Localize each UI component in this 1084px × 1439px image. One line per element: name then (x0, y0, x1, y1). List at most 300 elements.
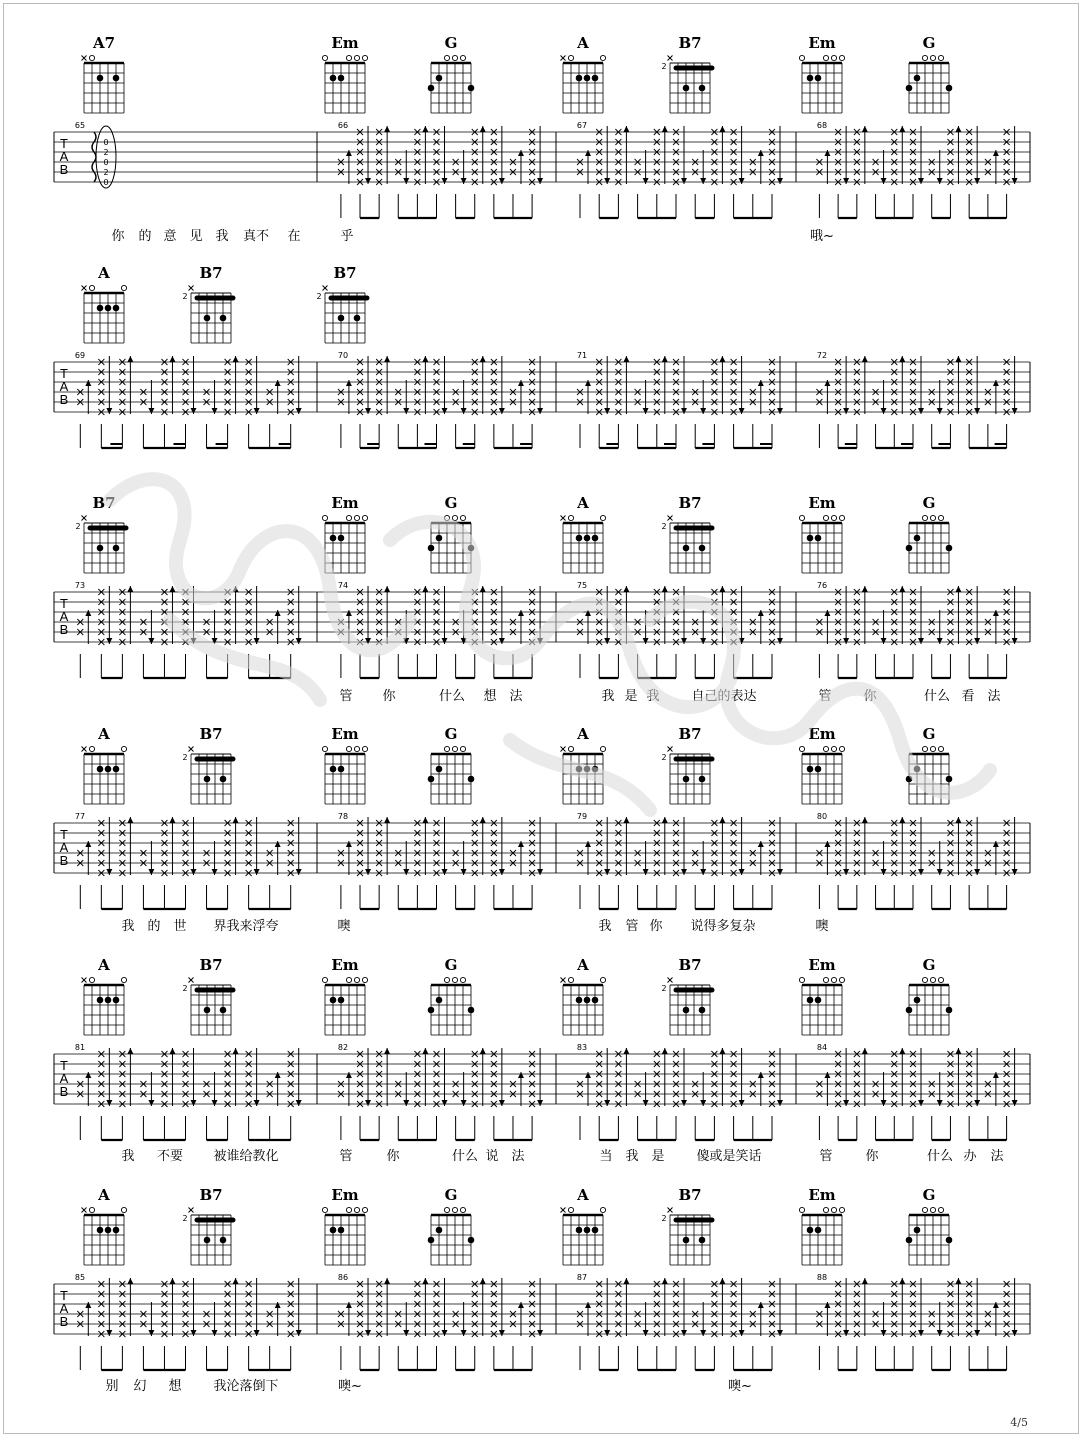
strum-arrow-head (604, 869, 610, 875)
strum-arrow-head (662, 356, 668, 362)
tab-clef-letter: A (59, 609, 69, 624)
finger-dot (584, 1227, 591, 1234)
strum-arrow-head (254, 408, 260, 414)
chord-diagram-A (561, 725, 606, 804)
strum-arrow-head (974, 178, 980, 184)
strum-arrow-head (461, 869, 467, 875)
measure-number: 78 (337, 812, 349, 821)
chord-diagram-Em (799, 725, 844, 804)
measure-number: 88 (816, 1273, 828, 1282)
finger-dot (468, 1007, 475, 1014)
open-string-mark (823, 977, 828, 982)
strum-arrow-head (862, 1048, 868, 1054)
strum-arrow-head (899, 1048, 905, 1054)
strum-arrow-head (106, 1330, 112, 1336)
strum-arrow-head (758, 1072, 764, 1078)
strum-arrow-head (918, 1330, 924, 1336)
measure-number: 72 (816, 351, 828, 360)
chord-name: Em (808, 956, 836, 974)
strum-arrow-head (365, 1330, 371, 1336)
open-string-mark (354, 746, 359, 751)
open-string-mark (322, 977, 327, 982)
strum-arrow-head (604, 1100, 610, 1106)
strum-arrow-head (384, 1048, 390, 1054)
strum-arrow-head (643, 1330, 649, 1336)
lyric: 不要 (156, 1149, 184, 1164)
strum-arrow-head (899, 817, 905, 823)
chord-diagram-G (428, 1186, 475, 1265)
strum-arrow-head (518, 610, 524, 616)
lyric: 界我来浮夸 (213, 919, 279, 934)
strum-arrow-head (662, 817, 668, 823)
chord-name: Em (808, 725, 836, 743)
open-string-mark (362, 515, 367, 520)
strum-arrow-head (148, 408, 154, 414)
finger-dot (807, 1227, 814, 1234)
strum-arrow-head (403, 408, 409, 414)
open-string-mark (444, 515, 449, 520)
strum-arrow-head (739, 178, 745, 184)
strum-arrow-head (700, 1330, 706, 1336)
strum-arrow-head (881, 178, 887, 184)
chord-diagram-A (561, 956, 606, 1035)
open-string-mark (922, 1207, 927, 1212)
strum-arrow-head (275, 1072, 281, 1078)
lyric: 管 (339, 689, 353, 704)
chord-diagram-G (906, 1186, 953, 1265)
lyric: 我 (121, 919, 135, 934)
chord-diagram-A (82, 725, 127, 804)
strum-arrow-head (499, 638, 505, 644)
chord-name: A (577, 494, 589, 512)
open-string-mark (444, 55, 449, 60)
tab-clef-letter: B (59, 1084, 69, 1099)
strum-arrow-head (955, 1278, 961, 1284)
strum-arrow-head (403, 1100, 409, 1106)
strum-arrow-head (346, 610, 352, 616)
open-string-mark (89, 285, 94, 290)
lyric: 你 (649, 919, 663, 934)
chord-name: A (98, 956, 110, 974)
finger-dot (436, 766, 443, 773)
lyric: 真不 (242, 229, 270, 244)
strum-arrow-head (422, 1278, 428, 1284)
finger-dot (354, 315, 361, 322)
finger-dot (699, 85, 706, 92)
strum-arrow-head (758, 841, 764, 847)
strum-arrow-head (700, 1100, 706, 1106)
strum-arrow-head (85, 841, 91, 847)
strum-arrow-head (974, 1100, 980, 1106)
strum-arrow-head (403, 1330, 409, 1336)
finger-dot (906, 545, 913, 552)
measure-number: 71 (576, 351, 588, 360)
lyric: 法 (509, 689, 523, 704)
chord-diagram-G (428, 494, 475, 573)
finger-dot (105, 305, 112, 312)
strum-arrow-head (365, 1100, 371, 1106)
lyric: 什么 (923, 689, 951, 704)
finger-dot (436, 1227, 443, 1234)
strum-arrow-head (662, 1048, 668, 1054)
strum-arrow-head (148, 1100, 154, 1106)
chord-diagram-A (82, 264, 127, 343)
measure-number: 68 (816, 121, 828, 130)
strum-arrow-head (899, 356, 905, 362)
finger-dot (105, 1227, 112, 1234)
finger-dot (946, 1007, 953, 1014)
open-string-mark (839, 515, 844, 520)
chord-name: G (922, 494, 936, 512)
open-string-mark (938, 977, 943, 982)
open-string-mark (121, 746, 126, 751)
strum-arrow-head (442, 178, 448, 184)
strum-arrow-head (480, 1278, 486, 1284)
strum-arrow-head (1012, 178, 1018, 184)
strum-arrow-head (191, 638, 197, 644)
lyric: 我 (121, 1149, 135, 1164)
strum-arrow-head (85, 380, 91, 386)
chord-diagram-Em (799, 1186, 844, 1265)
strum-arrow-head (623, 1048, 629, 1054)
finger-dot (906, 1237, 913, 1244)
finger-dot (468, 85, 475, 92)
open-string-mark (831, 1207, 836, 1212)
open-string-mark (922, 55, 927, 60)
chord-name: G (922, 725, 936, 743)
strum-arrow-head (346, 1302, 352, 1308)
chord-name: B7 (678, 34, 702, 52)
finger-dot (113, 997, 120, 1004)
finger-dot (330, 75, 337, 82)
tab-clef-letter: A (59, 1071, 69, 1086)
strum-arrow-head (623, 126, 629, 132)
lyric: 你 (382, 689, 396, 704)
strum-arrow-head (758, 380, 764, 386)
chord-name: Em (808, 494, 836, 512)
chord-diagram-B7 (182, 1186, 233, 1265)
lyric: 噢 (337, 919, 351, 934)
strum-arrow-head (974, 1330, 980, 1336)
finger-dot (946, 85, 953, 92)
lyric: 法 (987, 689, 1001, 704)
chord-name: B7 (199, 956, 223, 974)
strum-arrow-head (384, 126, 390, 132)
strum-arrow-head (824, 380, 830, 386)
lyric: 你 (111, 229, 125, 244)
strum-arrow-head (843, 1100, 849, 1106)
strum-arrow-head (777, 1330, 783, 1336)
strum-arrow-head (604, 1330, 610, 1336)
finger-dot (428, 776, 435, 783)
finger-dot (204, 1007, 211, 1014)
lyric: 说得多复杂 (690, 919, 756, 934)
strum-arrow-head (700, 638, 706, 644)
chord-name: G (444, 494, 458, 512)
strum-arrow-head (843, 1330, 849, 1336)
chord-diagram-B7 (182, 956, 233, 1035)
strum-arrow-head (777, 638, 783, 644)
strum-arrow-head (662, 126, 668, 132)
strum-arrow-head (148, 638, 154, 644)
lyric: 当 (599, 1149, 613, 1164)
strum-arrow-head (537, 869, 543, 875)
measure-number: 87 (576, 1273, 588, 1282)
lyric: 见 (189, 229, 203, 244)
chord-name: B7 (199, 725, 223, 743)
finger-dot (592, 75, 599, 82)
open-string-mark (322, 1207, 327, 1212)
finger-dot (428, 1237, 435, 1244)
chord-diagram-A (561, 34, 606, 113)
chord-diagram-G (428, 725, 475, 804)
strum-arrow-head (346, 1072, 352, 1078)
chord-name: A (577, 34, 589, 52)
lyric: 哦~ (810, 229, 834, 244)
lyric: 我 (598, 919, 612, 934)
measure-number: 79 (576, 812, 588, 821)
measure-number: 73 (74, 581, 86, 590)
finger-dot (97, 997, 104, 1004)
chord-diagram-Em (799, 956, 844, 1035)
strum-arrow-head (233, 817, 239, 823)
strum-arrow-head (127, 356, 133, 362)
chord-diagram-A (561, 494, 606, 573)
chord-diagram-G (906, 34, 953, 113)
open-string-mark (452, 977, 457, 982)
strum-arrow-head (777, 408, 783, 414)
tab-clef-letter: B (59, 853, 69, 868)
finger-dot (220, 1007, 227, 1014)
finger-dot (428, 85, 435, 92)
finger-dot (815, 535, 822, 542)
open-string-mark (930, 55, 935, 60)
chord-diagram-B7 (316, 264, 367, 343)
strum-arrow-head (254, 638, 260, 644)
lyric: 你 (386, 1149, 400, 1164)
strum-arrow-head (442, 638, 448, 644)
strum-arrow-head (993, 610, 999, 616)
strum-arrow-head (233, 586, 239, 592)
strum-arrow-head (643, 1100, 649, 1106)
strum-arrow-head (127, 817, 133, 823)
open-string-mark (831, 55, 836, 60)
strum-arrow-head (918, 869, 924, 875)
strum-arrow-head (442, 1100, 448, 1106)
lyric: 你 (863, 689, 877, 704)
finger-dot (946, 776, 953, 783)
finger-dot (807, 766, 814, 773)
finger-dot (97, 305, 104, 312)
open-string-mark (831, 746, 836, 751)
finger-dot (113, 545, 120, 552)
tab-system (54, 34, 1030, 244)
tab-clef-letter: T (60, 827, 68, 842)
open-string-mark (938, 746, 943, 751)
open-string-mark (930, 977, 935, 982)
finger-dot (683, 1007, 690, 1014)
strum-arrow-head (881, 638, 887, 644)
finger-dot (105, 766, 112, 773)
open-string-mark (568, 55, 573, 60)
chord-name: Em (808, 1186, 836, 1204)
strum-arrow-head (461, 638, 467, 644)
tab-system (54, 956, 1030, 1164)
open-string-mark (89, 746, 94, 751)
tab-clef-letter: T (60, 1058, 68, 1073)
strum-arrow-head (346, 380, 352, 386)
lyric: 噢~ (728, 1379, 752, 1394)
strum-arrow-head (862, 356, 868, 362)
finger-dot (204, 776, 211, 783)
strum-arrow-head (862, 586, 868, 592)
open-string-mark (460, 1207, 465, 1212)
open-string-mark (322, 55, 327, 60)
open-string-mark (600, 1207, 605, 1212)
finger-dot (220, 1237, 227, 1244)
open-string-mark (452, 515, 457, 520)
finger-dot (330, 1227, 337, 1234)
open-string-mark (600, 746, 605, 751)
measure-number: 82 (337, 1043, 349, 1052)
strum-arrow-head (758, 610, 764, 616)
open-string-mark (799, 746, 804, 751)
strum-arrow-head (346, 841, 352, 847)
strum-arrow-head (700, 178, 706, 184)
chord-name: Em (331, 725, 359, 743)
finger-dot (699, 1237, 706, 1244)
finger-dot (330, 535, 337, 542)
fret-position-label: 2 (661, 984, 667, 993)
strum-arrow-head (461, 1100, 467, 1106)
strum-arrow-head (1012, 869, 1018, 875)
strum-arrow-head (993, 841, 999, 847)
tab-system (54, 494, 1030, 704)
strum-arrow-head (758, 1302, 764, 1308)
strum-arrow-head (106, 869, 112, 875)
chord-name: Em (331, 34, 359, 52)
open-string-mark (460, 977, 465, 982)
fret-position-label: 2 (661, 753, 667, 762)
chord-diagram-B7 (182, 264, 233, 343)
strum-arrow-head (254, 1100, 260, 1106)
open-string-mark (938, 1207, 943, 1212)
open-string-mark (121, 977, 126, 982)
open-string-mark (346, 515, 351, 520)
finger-dot (468, 1237, 475, 1244)
chord-name: B7 (199, 1186, 223, 1204)
chord-name: A (577, 956, 589, 974)
chord-name: B7 (678, 725, 702, 743)
finger-dot (592, 997, 599, 1004)
strum-arrow-head (403, 178, 409, 184)
strum-arrow-head (623, 1278, 629, 1284)
finger-dot (807, 997, 814, 1004)
strum-arrow-head (974, 869, 980, 875)
strum-arrow-head (719, 586, 725, 592)
open-string-mark (930, 746, 935, 751)
chord-name: B7 (678, 956, 702, 974)
strum-arrow-head (585, 841, 591, 847)
finger-dot (113, 1227, 120, 1234)
strum-arrow-head (700, 408, 706, 414)
chord-diagram-B7 (661, 494, 712, 573)
lyric: 我 (646, 689, 660, 704)
chord-name: A (577, 1186, 589, 1204)
fret-position-label: 2 (661, 62, 667, 71)
open-string-mark (362, 977, 367, 982)
chord-name: G (922, 956, 936, 974)
fret-number: 0 (103, 138, 109, 147)
strum-arrow-head (169, 1278, 175, 1284)
chord-name: G (922, 34, 936, 52)
strum-arrow-head (296, 638, 302, 644)
arpeggio-wave (92, 132, 96, 182)
chord-diagram-Em (322, 494, 367, 573)
strum-arrow-head (212, 1330, 218, 1336)
strum-arrow-head (296, 869, 302, 875)
strum-arrow-head (296, 408, 302, 414)
strum-arrow-head (681, 1100, 687, 1106)
finger-dot (906, 776, 913, 783)
strum-arrow-head (719, 1048, 725, 1054)
finger-dot (584, 997, 591, 1004)
tab-clef-letter: B (59, 1314, 69, 1329)
strum-arrow-head (777, 178, 783, 184)
strum-arrow-head (106, 408, 112, 414)
strum-arrow-head (955, 1048, 961, 1054)
chord-diagram-B7 (661, 34, 712, 113)
strum-arrow-head (403, 638, 409, 644)
finger-dot (584, 766, 591, 773)
finger-dot (592, 535, 599, 542)
strum-arrow-head (106, 638, 112, 644)
strum-arrow-head (824, 841, 830, 847)
finger-dot (338, 535, 345, 542)
strum-arrow-head (1012, 1330, 1018, 1336)
open-string-mark (922, 977, 927, 982)
finger-dot (914, 997, 921, 1004)
strum-arrow-head (623, 817, 629, 823)
open-string-mark (600, 55, 605, 60)
open-string-mark (460, 55, 465, 60)
lyric: 想 (483, 689, 497, 704)
strum-arrow-head (296, 1330, 302, 1336)
strum-arrow-head (955, 817, 961, 823)
tab-clef-letter: B (59, 392, 69, 407)
lyric: 看 (961, 689, 975, 704)
open-string-mark (831, 977, 836, 982)
lyric: 意 (163, 229, 177, 244)
finger-dot (807, 75, 814, 82)
finger-dot (576, 1227, 583, 1234)
fret-number: 0 (103, 178, 109, 187)
finger-dot (220, 776, 227, 783)
strum-arrow-head (937, 638, 943, 644)
open-string-mark (823, 515, 828, 520)
strum-arrow-head (843, 638, 849, 644)
strum-arrow-head (1012, 1100, 1018, 1106)
strum-arrow-head (955, 586, 961, 592)
strum-arrow-head (461, 178, 467, 184)
strum-arrow-head (585, 380, 591, 386)
open-string-mark (460, 746, 465, 751)
strum-arrow-head (212, 408, 218, 414)
tab-clef-letter: A (59, 840, 69, 855)
finger-dot (699, 776, 706, 783)
strum-arrow-head (461, 408, 467, 414)
strum-arrow-head (899, 586, 905, 592)
